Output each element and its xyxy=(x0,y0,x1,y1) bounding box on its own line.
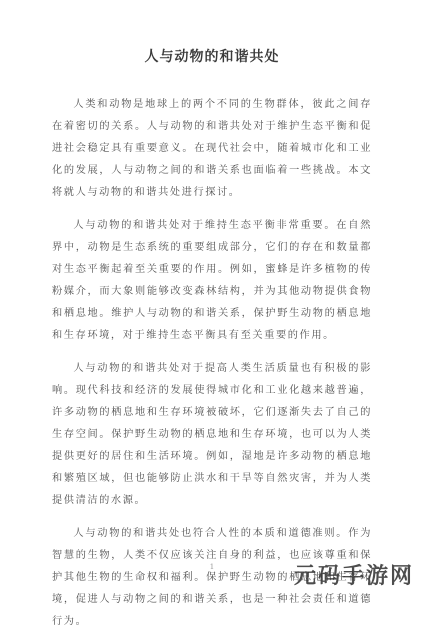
document-title: 人与动物的和谐共处 xyxy=(144,49,280,65)
site-watermark: 元码手游网 xyxy=(293,564,414,589)
paragraph-intro: 人类和动物是地球上的两个不同的生物群体，彼此之间存在着密切的关系。人与动物的和谐共处对于维护生态平衡和促进社会稳定具有重要意义。在现代社会中，随着城市化和工业化的发展，人与动物之间的和谐关系也面临着一些挑战。本文将就人与动物的和谐共处进行探讨。 xyxy=(52,99,372,198)
page-number: 1 xyxy=(209,563,215,571)
paragraph-quality-of-life: 人与动物的和谐共处对于提高人类生活质量也有积极的影响。现代科技和经济的发展使得城市化和工业化越来越普遍，许多动物的栖息地和生存环境被破坏，它们逐渐失去了自己的生存空间。保护野生动物的栖息地和生存环境，也可以为人类提供更好的居住和生活环境。例如，湿地是许多动物的栖息地和繁殖区域，但也能够防止洪水和干旱等自然灾害，并为人类提供清洁的水源。 xyxy=(52,363,372,506)
paragraph-ethics: 人与动物的和谐共处也符合人性的本质和道德准则。作为智慧的生物，人类不仅应该关注自身的利益，也应该尊重和保护其他生物的生命权和福利。保护野生动物的栖息地和生存环境，促进人与动物之间的和谐关系，也是一种社会责任和道德行为。 xyxy=(52,528,372,627)
paragraph-ecological-balance: 人与动物的和谐共处对于维持生态平衡非常重要。在自然界中，动物是生态系统的重要组成部分，它们的存在和数量都对生态平衡起着至关重要的作用。例如，蜜蜂是许多植物的传粉媒介，而大象则能够改变森林结构，并为其他动物提供食物和栖息地。维护人与动物的和谐关系，保护野生动物的栖息地和生存环境，对于维持生态平衡具有至关重要的作用。 xyxy=(52,220,372,341)
